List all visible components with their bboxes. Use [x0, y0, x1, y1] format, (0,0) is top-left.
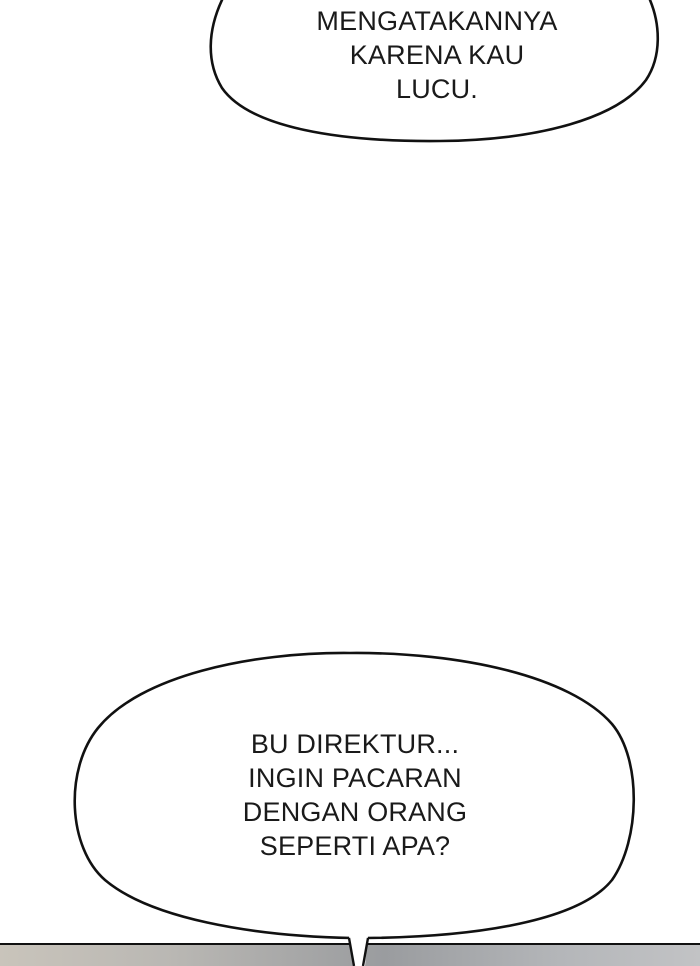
- speech-bubble-top-text: [287, 4, 587, 106]
- bubble-line: MENGATAKANNYA: [316, 6, 558, 36]
- bubble-line: SEPERTI APA?: [259, 831, 451, 861]
- bubble-line: DENGAN ORANG: [242, 797, 468, 827]
- speech-bubble-bottom-text: [205, 727, 505, 863]
- bubble-line: BU DIREKTUR...: [250, 729, 460, 759]
- bubble-line: KARENA KAU: [349, 40, 525, 70]
- bubble-line: INGIN PACARAN: [248, 763, 462, 793]
- bubble-line: LUCU.: [395, 74, 478, 104]
